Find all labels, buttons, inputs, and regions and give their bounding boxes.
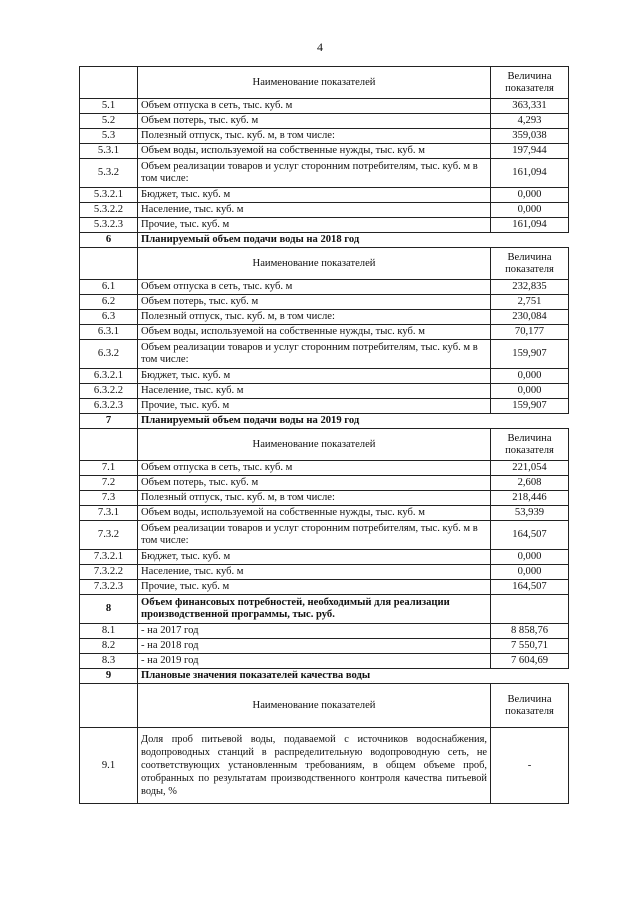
row-name: Объем воды, используемой на собственные нужды, тыс. куб. м xyxy=(138,144,491,159)
table-row xyxy=(80,491,569,506)
header-name-cell: Наименование показателей xyxy=(138,248,491,280)
row-value xyxy=(491,595,569,624)
header-name-cell: Наименование показателей xyxy=(138,429,491,461)
table-row xyxy=(80,399,569,414)
row-value: 359,038 xyxy=(491,129,569,144)
row-name: Прочие, тыс. куб. м xyxy=(138,218,491,233)
table-row xyxy=(80,218,569,233)
section-number: 6 xyxy=(80,233,138,248)
header-name-cell: Наименование показателей xyxy=(138,67,491,99)
row-name: Прочие, тыс. куб. м xyxy=(138,399,491,414)
row-name: Объем воды, используемой на собственные нужды, тыс. куб. м xyxy=(138,506,491,521)
row-number: 7.3.1 xyxy=(80,506,138,521)
row-value: 2,751 xyxy=(491,295,569,310)
header-value-cell: Величина показателя xyxy=(491,67,569,99)
row-name: Объем отпуска в сеть, тыс. куб. м xyxy=(138,461,491,476)
row-number: 6.3.2.3 xyxy=(80,399,138,414)
row-number: 7.3.2.2 xyxy=(80,565,138,580)
table-row xyxy=(80,639,569,654)
row-number: 9.1 xyxy=(80,728,138,804)
row-name: Бюджет, тыс. куб. м xyxy=(138,369,491,384)
row-value: 159,907 xyxy=(491,340,569,369)
table-row xyxy=(80,340,569,369)
table-row xyxy=(80,325,569,340)
row-number: 5.2 xyxy=(80,114,138,129)
row-value: 0,000 xyxy=(491,369,569,384)
row-name: Объем потерь, тыс. куб. м xyxy=(138,476,491,491)
page-number: 4 xyxy=(317,40,323,54)
header-name-cell: Наименование показателей xyxy=(138,684,491,728)
row-number: 5.3.1 xyxy=(80,144,138,159)
row-name: Доля проб питьевой воды, подаваемой с источников водоснабжения, водопроводных станций в распределительную водопроводную сеть, не соответствующих установленным требованиям, в общем объеме проб, отобранных по результатам производственного контроля качества питьевой воды, % xyxy=(138,728,491,804)
row-name: Объем потерь, тыс. куб. м xyxy=(138,295,491,310)
table-row xyxy=(80,624,569,639)
row-name: Объем реализации товаров и услуг сторонним потребителям, тыс. куб. м в том числе: xyxy=(138,521,491,550)
table-row xyxy=(80,728,569,804)
row-number: 8.2 xyxy=(80,639,138,654)
header-num-cell xyxy=(80,684,138,728)
row-name: Объем отпуска в сеть, тыс. куб. м xyxy=(138,280,491,295)
row-number: 7.3.2.1 xyxy=(80,550,138,565)
row-number: 5.3.2.2 xyxy=(80,203,138,218)
row-value: 2,608 xyxy=(491,476,569,491)
row-number: 8.1 xyxy=(80,624,138,639)
table-row xyxy=(80,521,569,550)
table-row xyxy=(80,129,569,144)
row-value: 7 550,71 xyxy=(491,639,569,654)
row-name: Объем реализации товаров и услуг сторонним потребителям, тыс. куб. м в том числе: xyxy=(138,340,491,369)
table-row xyxy=(80,295,569,310)
section-title: Планируемый объем подачи воды на 2018 год xyxy=(138,233,569,248)
table-row xyxy=(80,369,569,384)
row-number: 5.3.2.1 xyxy=(80,188,138,203)
row-number: 5.3.2 xyxy=(80,159,138,188)
row-number: 5.1 xyxy=(80,99,138,114)
table-row xyxy=(80,580,569,595)
row-name: Полезный отпуск, тыс. куб. м, в том числе: xyxy=(138,310,491,325)
section-row xyxy=(80,669,569,684)
row-value: 7 604,69 xyxy=(491,654,569,669)
row-value: 8 858,76 xyxy=(491,624,569,639)
row-number: 6.3.1 xyxy=(80,325,138,340)
header-num-cell xyxy=(80,429,138,461)
row-value: 0,000 xyxy=(491,203,569,218)
table-row xyxy=(80,114,569,129)
table-row xyxy=(80,476,569,491)
row-number: 6.3.2.2 xyxy=(80,384,138,399)
header-num-cell xyxy=(80,248,138,280)
row-number: 7.2 xyxy=(80,476,138,491)
row-name: Население, тыс. куб. м xyxy=(138,565,491,580)
row-name: Полезный отпуск, тыс. куб. м, в том числе: xyxy=(138,491,491,506)
table-header-row xyxy=(80,429,569,461)
row-value: 197,944 xyxy=(491,144,569,159)
row-value: 0,000 xyxy=(491,550,569,565)
row-value: 230,084 xyxy=(491,310,569,325)
row-value: 218,446 xyxy=(491,491,569,506)
section-number: 8 xyxy=(80,595,138,624)
section-row xyxy=(80,233,569,248)
production-program-table xyxy=(79,66,569,804)
header-num-cell xyxy=(80,67,138,99)
row-name: - на 2017 год xyxy=(138,624,491,639)
row-name: - на 2018 год xyxy=(138,639,491,654)
section-title: Планируемый объем подачи воды на 2019 год xyxy=(138,414,569,429)
row-value: 159,907 xyxy=(491,399,569,414)
section-number: 9 xyxy=(80,669,138,684)
row-number: 6.1 xyxy=(80,280,138,295)
row-name: Объем воды, используемой на собственные нужды, тыс. куб. м xyxy=(138,325,491,340)
row-value: 161,094 xyxy=(491,218,569,233)
section-row xyxy=(80,595,569,624)
section-number: 7 xyxy=(80,414,138,429)
section-title: Объем финансовых потребностей, необходимый для реализации производственной программы, тыс. руб. xyxy=(138,595,491,624)
row-name: Население, тыс. куб. м xyxy=(138,384,491,399)
row-value: 0,000 xyxy=(491,188,569,203)
row-number: 7.1 xyxy=(80,461,138,476)
table-row xyxy=(80,506,569,521)
row-number: 5.3.2.3 xyxy=(80,218,138,233)
section-row xyxy=(80,414,569,429)
table-row xyxy=(80,99,569,114)
table-row xyxy=(80,565,569,580)
table-row xyxy=(80,144,569,159)
row-number: 6.3.2 xyxy=(80,340,138,369)
row-name: Объем отпуска в сеть, тыс. куб. м xyxy=(138,99,491,114)
table-row xyxy=(80,654,569,669)
row-name: Объем потерь, тыс. куб. м xyxy=(138,114,491,129)
row-number: 7.3.2.3 xyxy=(80,580,138,595)
row-value: 164,507 xyxy=(491,521,569,550)
table-row xyxy=(80,384,569,399)
table-header-row xyxy=(80,248,569,280)
table-row xyxy=(80,461,569,476)
table-header-row xyxy=(80,684,569,728)
table-row xyxy=(80,203,569,218)
row-value: 221,054 xyxy=(491,461,569,476)
table-row xyxy=(80,159,569,188)
row-value: 4,293 xyxy=(491,114,569,129)
row-number: 6.2 xyxy=(80,295,138,310)
header-value-cell: Величина показателя xyxy=(491,684,569,728)
row-name: Бюджет, тыс. куб. м xyxy=(138,550,491,565)
row-value: 164,507 xyxy=(491,580,569,595)
row-number: 6.3 xyxy=(80,310,138,325)
row-name: Прочие, тыс. куб. м xyxy=(138,580,491,595)
header-value-cell: Величина показателя xyxy=(491,429,569,461)
row-number: 7.3.2 xyxy=(80,521,138,550)
row-name: - на 2019 год xyxy=(138,654,491,669)
table-row xyxy=(80,280,569,295)
row-value: 0,000 xyxy=(491,565,569,580)
row-value: - xyxy=(491,728,569,804)
row-name: Население, тыс. куб. м xyxy=(138,203,491,218)
table-header-row xyxy=(80,67,569,99)
row-value: 161,094 xyxy=(491,159,569,188)
row-value: 70,177 xyxy=(491,325,569,340)
row-value: 0,000 xyxy=(491,384,569,399)
row-name: Полезный отпуск, тыс. куб. м, в том числе: xyxy=(138,129,491,144)
row-name: Объем реализации товаров и услуг сторонним потребителям, тыс. куб. м в том числе: xyxy=(138,159,491,188)
table-row xyxy=(80,188,569,203)
section-title: Плановые значения показателей качества воды xyxy=(138,669,569,684)
row-number: 6.3.2.1 xyxy=(80,369,138,384)
row-number: 8.3 xyxy=(80,654,138,669)
table-row xyxy=(80,550,569,565)
row-value: 363,331 xyxy=(491,99,569,114)
row-number: 5.3 xyxy=(80,129,138,144)
row-value: 53,939 xyxy=(491,506,569,521)
row-name: Бюджет, тыс. куб. м xyxy=(138,188,491,203)
header-value-cell: Величина показателя xyxy=(491,248,569,280)
table-row xyxy=(80,310,569,325)
row-value: 232,835 xyxy=(491,280,569,295)
row-number: 7.3 xyxy=(80,491,138,506)
